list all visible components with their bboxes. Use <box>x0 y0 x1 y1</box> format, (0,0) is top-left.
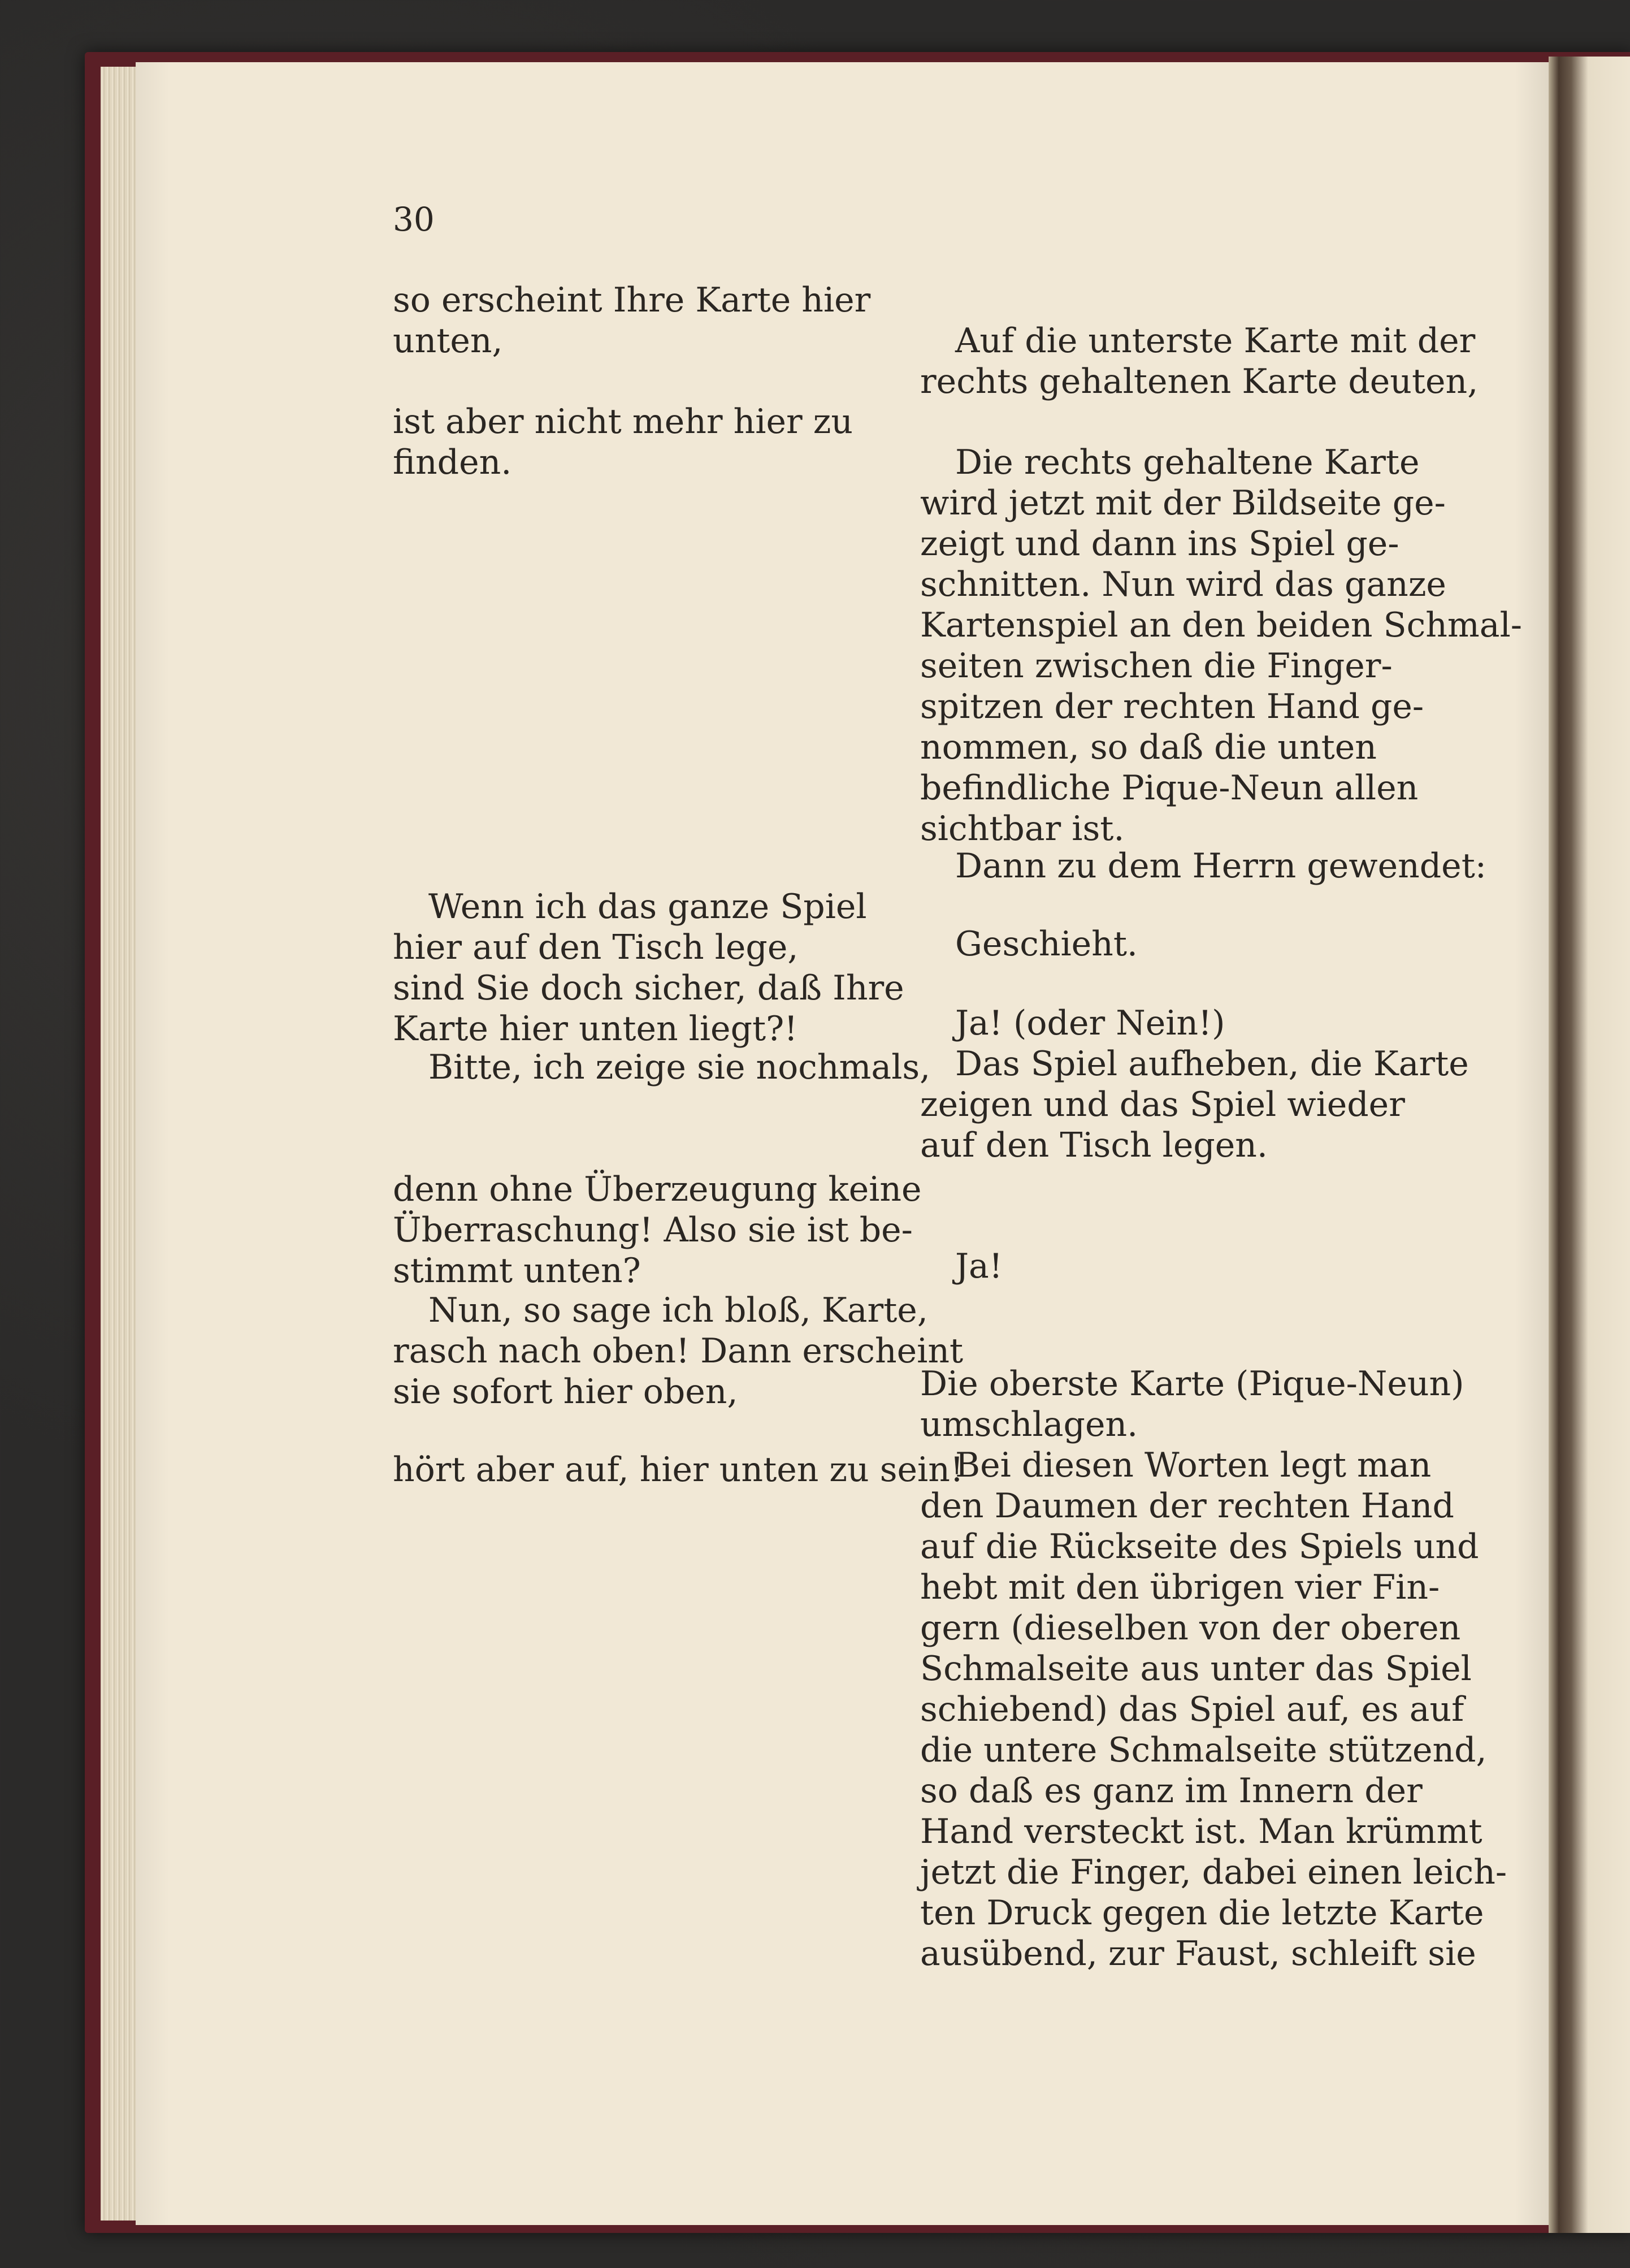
left-line-10: denn ohne Überzeugung keine <box>393 1170 922 1209</box>
left-line-14: rasch nach oben! Dann erscheint <box>393 1331 964 1371</box>
right-line-12: sichtbar ist. <box>920 809 1125 849</box>
left-line-13: Nun, so sage ich bloß, Karte, <box>428 1291 928 1330</box>
right-line-28: schiebend) das Spiel auf, es auf <box>920 1690 1464 1729</box>
left-line-12: stimmt unten? <box>393 1251 641 1291</box>
right-line-30: so daß es ganz im Innern der <box>920 1771 1423 1811</box>
left-line-4: finden. <box>393 443 512 482</box>
right-line-14: Geschieht. <box>955 924 1138 964</box>
left-line-7: sind Sie doch sicher, daß Ihre <box>393 968 904 1008</box>
left-line-3: ist aber nicht mehr hier zu <box>393 402 853 442</box>
right-line-23: den Daumen der rechten Hand <box>920 1486 1454 1526</box>
right-line-1: Auf die unterste Karte mit der <box>955 321 1476 361</box>
right-line-27: Schmalseite aus unter das Spiel <box>920 1649 1472 1689</box>
right-line-34: ausübend, zur Faust, schleift sie <box>920 1934 1476 1973</box>
right-line-4: wird jetzt mit der Bildseite ge- <box>920 483 1446 523</box>
right-line-25: hebt mit den übrigen vier Fin- <box>920 1568 1440 1607</box>
book-gutter <box>1549 57 1630 2233</box>
right-line-20: Die oberste Karte (Pique-Neun) <box>920 1364 1464 1404</box>
right-line-19: Ja! <box>955 1246 1003 1286</box>
right-line-17: zeigen und das Spiel wieder <box>920 1085 1405 1124</box>
right-line-9: spitzen der rechten Hand ge- <box>920 687 1424 726</box>
right-line-13: Dann zu dem Herrn gewendet: <box>955 846 1487 886</box>
page-number: 30 <box>393 200 435 239</box>
right-line-18: auf den Tisch legen. <box>920 1126 1268 1165</box>
right-line-3: Die rechts gehaltene Karte <box>955 443 1420 482</box>
right-line-22: Bei diesen Worten legt man <box>955 1445 1432 1485</box>
right-line-26: gern (dieselben von der oberen <box>920 1608 1461 1648</box>
right-line-11: befindliche Pique-Neun allen <box>920 768 1419 808</box>
left-line-2: unten, <box>393 321 503 361</box>
right-line-2: rechts gehaltenen Karte deuten, <box>920 362 1479 401</box>
left-line-1: so erscheint Ihre Karte hier <box>393 280 871 320</box>
right-line-24: auf die Rückseite des Spiels und <box>920 1527 1479 1566</box>
right-line-31: Hand versteckt ist. Man krümmt <box>920 1812 1482 1851</box>
right-line-5: zeigt und dann ins Spiel ge- <box>920 524 1399 564</box>
right-line-29: die untere Schmalseite stützend, <box>920 1730 1487 1770</box>
right-line-33: ten Druck gegen die letzte Karte <box>920 1893 1484 1933</box>
left-line-15: sie sofort hier oben, <box>393 1372 738 1412</box>
left-line-16: hört aber auf, hier unten zu sein! <box>393 1450 964 1490</box>
right-line-7: Kartenspiel an den beiden Schmal- <box>920 605 1523 645</box>
right-line-8: seiten zwischen die Finger- <box>920 646 1393 686</box>
right-line-16: Das Spiel aufheben, die Karte <box>955 1044 1469 1084</box>
left-line-6: hier auf den Tisch lege, <box>393 928 799 967</box>
right-line-32: jetzt die Finger, dabei einen leich- <box>920 1853 1507 1892</box>
right-line-21: umschlagen. <box>920 1405 1138 1444</box>
left-line-5: Wenn ich das ganze Spiel <box>428 887 867 927</box>
right-line-6: schnitten. Nun wird das ganze <box>920 565 1446 604</box>
right-line-10: nommen, so daß die unten <box>920 728 1377 767</box>
right-line-15: Ja! (oder Nein!) <box>955 1003 1225 1043</box>
left-line-9: Bitte, ich zeige sie nochmals, <box>428 1048 931 1087</box>
left-line-11: Überraschung! Also sie ist be- <box>393 1210 913 1250</box>
left-line-8: Karte hier unten liegt?! <box>393 1009 798 1049</box>
